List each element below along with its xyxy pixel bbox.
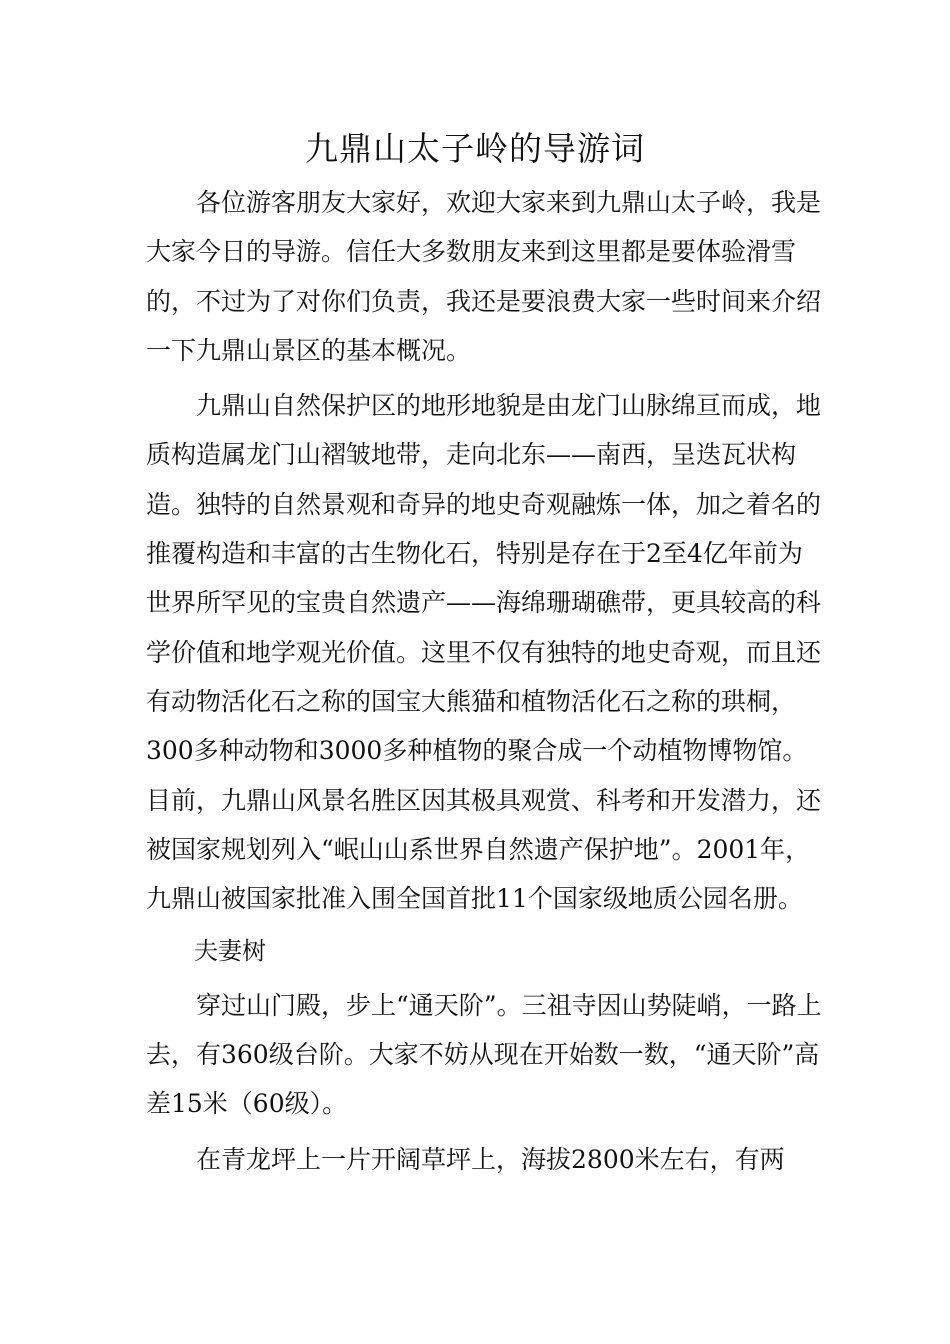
paragraph-geology: 九鼎山自然保护区的地形地貌是由龙门山脉绵亘而成，地质构造属龙门山褶皱地带，走向北东——南西，呈迭瓦状构造。独特的自然景观和奇异的地史奇观融炼一体，加之着名的推覆构造和丰富的古生物化石，特别是存在于2至4亿年前为世界所罕见的宝贵自然遗产——海绵珊瑚礁带，更具较高的科学价值和地学观光价值。这里不仅有独特的地史奇观，而且还有动物活化石之称的国宝大熊猫和植物活化石之称的珙桐，300多种动物和3000多种植物的聚合成一个动植物博物馆。目前，九鼎山风景名胜区因其极具观赏、科考和开发潜力，还被国家规划列入“岷山山系世界自然遗产保护地”。2001年，九鼎山被国家批准入围全国首批11个国家级地质公园名册。	[146, 391, 822, 914]
paragraph-stairs: 穿过山门殿，步上“通天阶”。三祖寺因山势陡峭，一路上去，有360级台阶。大家不妨从现在开始数一数，“通天阶”高差15米（60级）。	[146, 990, 822, 1119]
paragraph-meadow: 在青龙坪上一片开阔草坪上，海拔2800米左右，有两	[196, 1144, 785, 1174]
document-body	[146, 178, 826, 1184]
document-title: 九鼎山太子岭的导游词	[305, 129, 645, 168]
section-heading: 夫妻树	[194, 937, 266, 966]
paragraph-welcome: 各位游客朋友大家好，欢迎大家来到九鼎山太子岭，我是大家今日的导游。信任大多数朋友来到这里都是要体验滑雪的，不过为了对你们负责，我还是要浪费大家一些时间来介绍一下九鼎山景区的基本概况。	[146, 188, 822, 365]
